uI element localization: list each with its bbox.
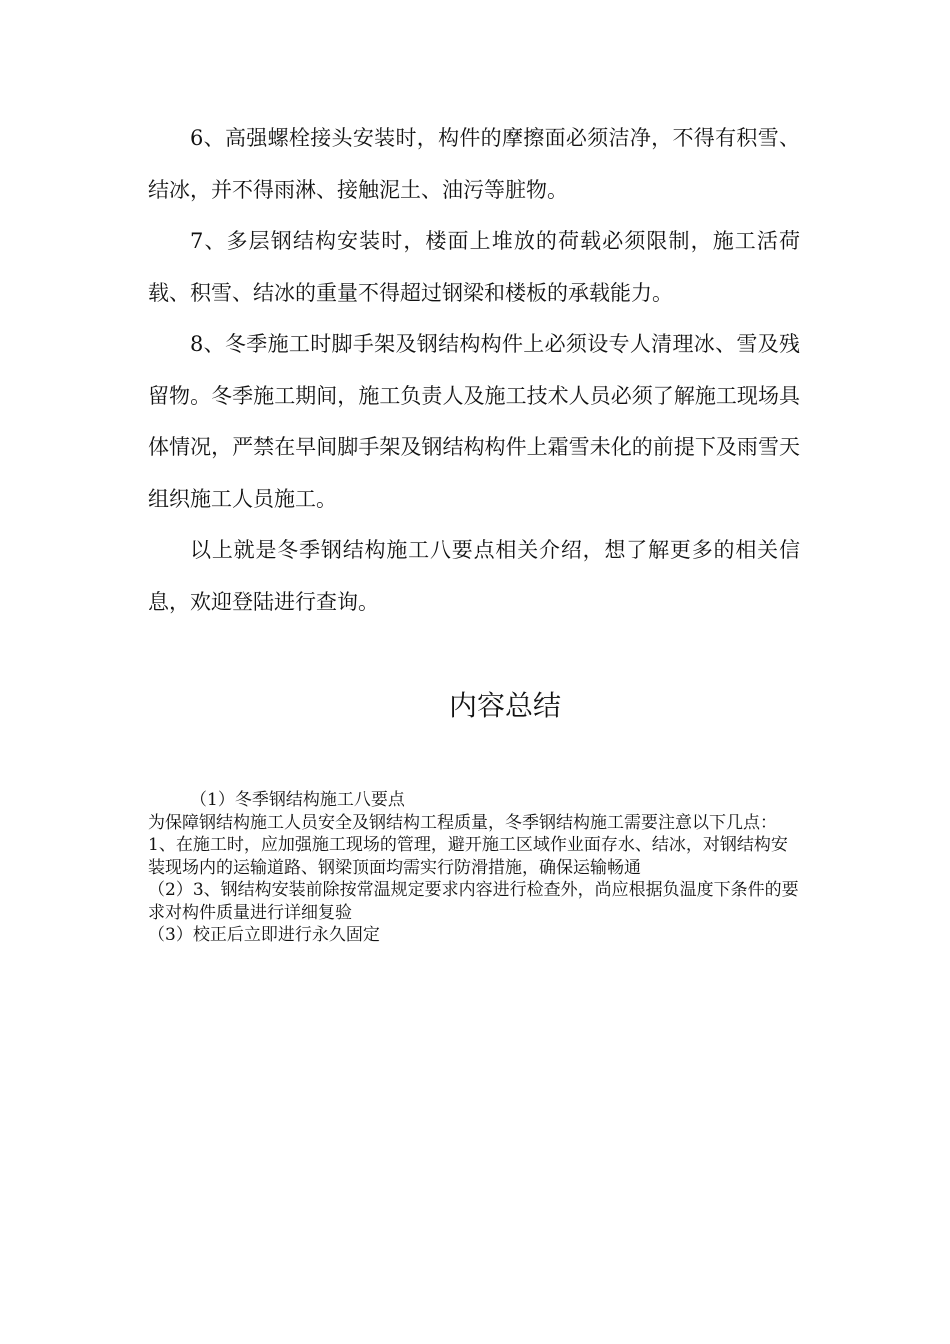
summary-line-2: （2）3、钢结构安装前除按常温规定要求内容进行检查外，尚应根据负温度下条件的要求对构件质量进行详细复验 xyxy=(148,880,799,923)
paragraph-item-8: 8、冬季施工时脚手架及钢结构构件上必须设专人清理冰、雪及残留物。冬季施工期间，施工负责人及施工技术人员必须了解施工现场具体情况，严禁在早间脚手架及钢结构构件上霜雪未化的前提下及雨雪天组织施工人员施工。 xyxy=(148,332,800,511)
paragraph-conclusion: 以上就是冬季钢结构施工八要点相关介绍，想了解更多的相关信息，欢迎登陆进行查询。 xyxy=(148,538,800,614)
summary-line-1: 1、在施工时，应加强施工现场的管理，避开施工区域作业面存水、结冰，对钢结构安装现场内的运输道路、钢梁顶面均需实行防滑措施，确保运输畅通 xyxy=(148,835,788,878)
body-text xyxy=(148,113,800,628)
paragraph-item-7: 7、多层钢结构安装时，楼面上堆放的荷载必须限制，施工活荷载、积雪、结冰的重量不得超过钢梁和楼板的承载能力。 xyxy=(148,229,800,305)
summary-line-3: （3）校正后立即进行永久固定 xyxy=(148,925,380,945)
summary-heading: （1）冬季钢结构施工八要点 xyxy=(190,790,405,810)
paragraph-item-6: 6、高强螺栓接头安装时，构件的摩擦面必须洁净，不得有积雪、结冰，并不得雨淋、接触泥土、油污等脏物。 xyxy=(148,126,800,202)
summary-line-intro: 为保障钢结构施工人员安全及钢结构工程质量，冬季钢结构施工需要注意以下几点： xyxy=(148,812,777,833)
summary-title: 内容总结 xyxy=(448,689,561,722)
summary-section xyxy=(148,789,800,947)
